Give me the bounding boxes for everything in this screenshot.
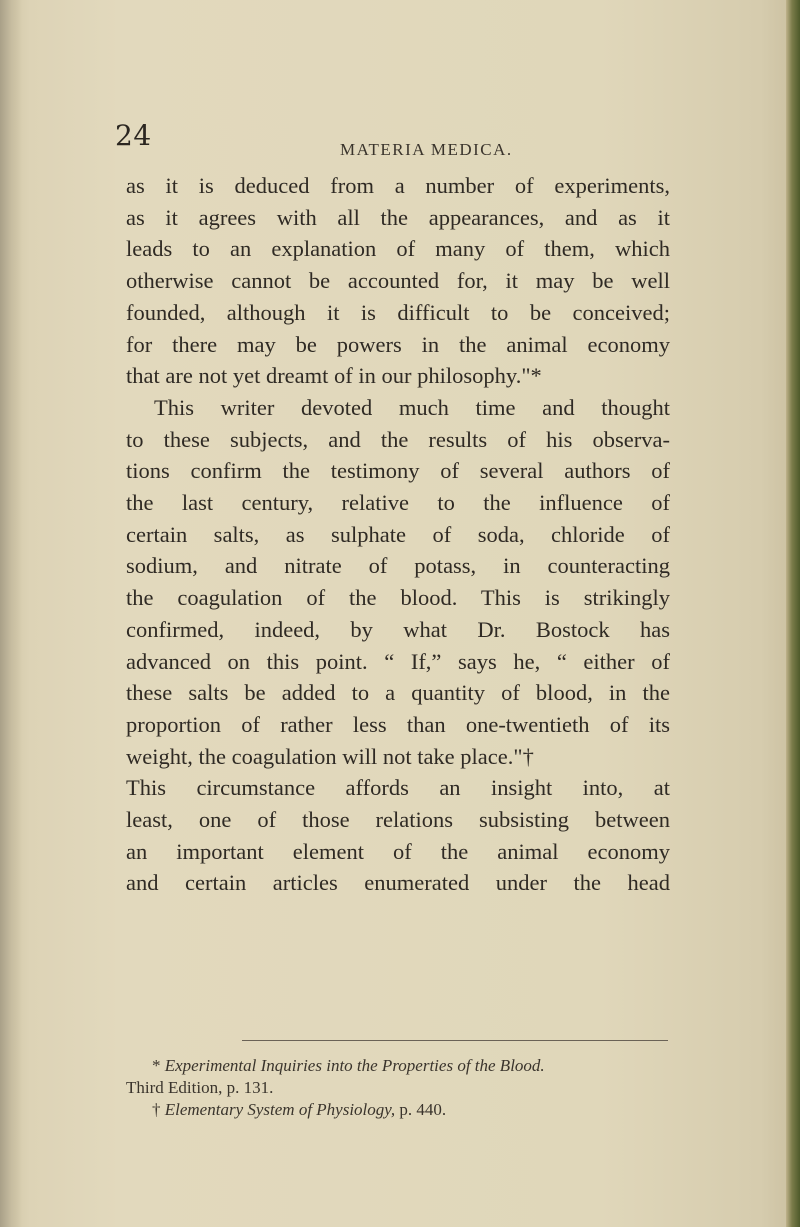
text-line: least, one of those relations subsisting between [126, 807, 670, 833]
text-line: certain salts, as sulphate of soda, chloride of [126, 521, 670, 547]
text-line: as it agrees with all the appearances, and as it [126, 204, 670, 230]
text-line: that are not yet dreamt of in our philosophy."* [126, 363, 542, 389]
text-line: the last century, relative to the influence of [126, 490, 670, 516]
running-head: MATERIA MEDICA. [340, 140, 513, 159]
page-edge [786, 0, 800, 1227]
footnotes [126, 1055, 670, 1121]
text-line: otherwise cannot be accounted for, it may be well [126, 268, 670, 294]
text-line: to these subjects, and the results of his observa- [126, 426, 670, 452]
text-line: tions confirm the testimony of several authors of [126, 458, 670, 484]
body-text [126, 170, 670, 899]
text-line: This writer devoted much time and thought [154, 394, 670, 420]
footnote-title: Elementary System of Physiology, [164, 1100, 396, 1119]
text-line: and certain articles enumerated under the head [126, 870, 670, 896]
page-number: 24 [115, 119, 152, 152]
footnote-page: p. 440. [395, 1100, 447, 1119]
text-line: proportion of rather less than one-twentieth of its [126, 711, 670, 737]
footnote-1 [126, 1055, 670, 1077]
text-line: an important element of the animal economy [126, 838, 670, 864]
text-line: founded, although it is difficult to be conceived; [126, 299, 670, 325]
gutter-shadow [0, 0, 22, 1227]
footnote-title: Experimental Inquiries into the Properties of the Blood. [164, 1056, 545, 1075]
footnote-2 [126, 1099, 670, 1121]
text-line: the coagulation of the blood. This is strikingly [126, 585, 670, 611]
text-line: weight, the coagulation will not take place."† [126, 743, 534, 769]
text-line: these salts be added to a quantity of blood, in the [126, 680, 670, 706]
text-line: leads to an explanation of many of them, which [126, 236, 670, 262]
text-line: advanced on this point. “ If,” says he, “ either of [126, 648, 670, 674]
text-line: confirmed, indeed, by what Dr. Bostock has [126, 616, 670, 642]
text-line: This circumstance affords an insight into, at [126, 775, 670, 801]
text-line: for there may be powers in the animal economy [126, 331, 670, 357]
text-line: sodium, and nitrate of potass, in counteracting [126, 553, 670, 579]
footnote-1-continued: Third Edition, p. 131. [126, 1078, 274, 1097]
footnote-mark: † [152, 1100, 161, 1119]
text-line: as it is deduced from a number of experiments, [126, 173, 670, 198]
footnote-mark: * [152, 1056, 161, 1075]
footnote-rule [242, 1040, 668, 1041]
